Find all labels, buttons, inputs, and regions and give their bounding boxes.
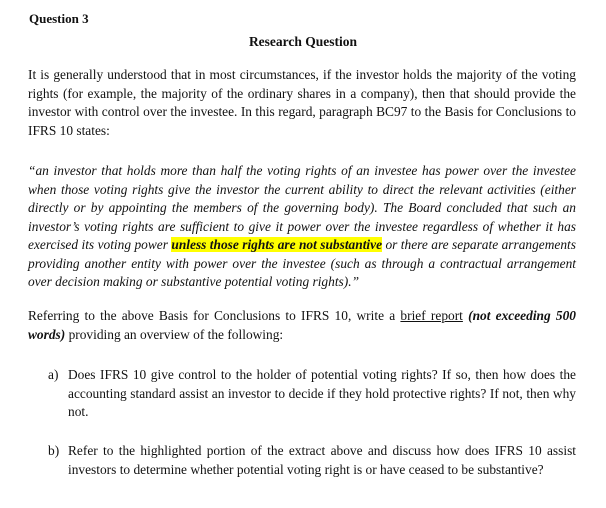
list-item-text: Does IFRS 10 give control to the holder of potential voting rights? If so, then how does the accounting standard assist an investor to decide if they hold protective rights? If not, then why not. [68, 367, 576, 419]
question-heading: Question 3 [29, 11, 89, 26]
list-item-label: a) [48, 367, 59, 382]
intro-paragraph: It is generally understood that in most circumstances, if the investor holds the majority of the voting rights (for example, the majority of the ordinary shares in a company), then that should provide the investor with control over the investee. In this regard, paragraph BC97 to the Basis for Conclusions to IFRS 10 states: [28, 67, 576, 138]
quote-paragraph [28, 162, 576, 292]
quote-text-before: “an investor that holds more than half the voting rights of an investee has power over the investee when those voting rights give the investor the current ability to direct the relevant activities (either directly or by appointing the members of the governing body). The Board concluded that such an investor’s voting rights are sufficient to give it power over the investee regardless of whether it has exercised its voting power [28, 163, 576, 252]
quote-highlight: unless those rights are not substantive [171, 237, 383, 252]
task-paragraph [28, 307, 576, 344]
list-item-text: Refer to the highlighted portion of the extract above and discuss how does IFRS 10 assist investors to determine whether potential voting right is or have ceased to be substantive? [68, 443, 576, 477]
list-item-a [48, 366, 576, 422]
task-word-limit: (not exceeding 500 words) [28, 308, 576, 342]
task-text-before: Referring to the above Basis for Conclusions to IFRS 10, write a [28, 308, 401, 323]
list-item-label: b) [48, 443, 60, 458]
list-item-b [48, 442, 576, 479]
quote-text-after: or there are separate arrangements providing another entity with power over the investee (such as through a contractual arrangement over decision making or substantive potential voting rights).” [28, 237, 576, 289]
task-text-after: providing an overview of the following: [65, 326, 284, 342]
task-underlined: brief report [400, 308, 463, 323]
page-title: Research Question [248, 34, 358, 49]
